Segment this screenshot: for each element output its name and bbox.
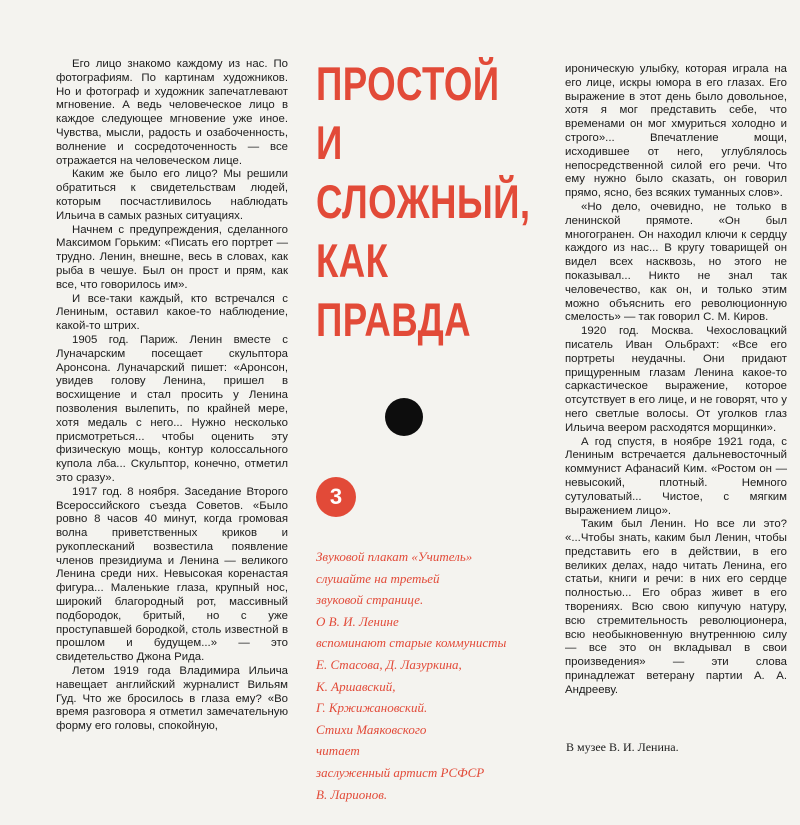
paragraph: А год спустя, в ноябре 1921 года, с Лениным встречается дальневосточный коммунист Афанасий Ким. «Ростом он — невысокий, плотный. Немного сутуловатый... Чистое, с мягким выражением лицо». bbox=[565, 435, 787, 517]
title-line: ПРОСТОЙ bbox=[316, 57, 500, 110]
credits-line: В. Ларионов. bbox=[316, 786, 388, 802]
page-number-badge: 3 bbox=[316, 477, 356, 517]
title-line: КАК bbox=[316, 234, 389, 287]
record-spindle-hole bbox=[385, 398, 423, 436]
paragraph: 1917 год. 8 ноября. Заседание Второго Всероссийского съезда Советов. «Было ровно 8 часов 40 минут, когда громовая волна приветственных криков и рукоплесканий возвестила появление членов президиума и Ленина — великого Ленина среди них. Невысокая коренастая фигура... Маленькие глаза, крупный нос, широкий благородный рот, массивный подбородок, бритый, но с уже проступавшей бородкой, столь известной в прошлом и будущем...» — это свидетельство Джона Рида. bbox=[56, 485, 288, 664]
title-line: СЛОЖНЫЙ, bbox=[316, 175, 531, 228]
credits-line: Е. Стасова, Д. Лазуркина, bbox=[316, 656, 462, 672]
paragraph: Начнем с предупреждения, сделанного Максимом Горьким: «Писать его портрет — трудно. Ленин, внешне, весь в словах, как рыба в чешуе. Был он прост и прям, как все, что говорилось им». bbox=[56, 223, 288, 291]
paragraph: «Но дело, очевидно, не только в ленинской прямоте. «Он был многогранен. Он находил ключи к сердцу каждого из нас... В кругу товарищей он видел всех насквозь, но этого не показывал... Никто не знал так человечество, как он, и только этим можно объяснить его революционную смелость» — так говорил С. М. Киров. bbox=[565, 200, 787, 324]
paragraph: Таким был Ленин. Но все ли это? «...Чтобы знать, каким был Ленин, чтобы представить его в действии, в его великих делах, надо читать Ленина, его статьи, книги и речи: в них его сердце полностью... Его образ живет в его творениях. Всю свою кипучую натуру, всю стремительность революционера, всю необыкновенную внутреннюю силу — все это он вкладывал в свои произведения» — эти слова принадлежат ветерану партии А. А. Андрееву. bbox=[565, 518, 787, 696]
credits-line: звуковой странице. bbox=[316, 592, 424, 608]
credits-line: читает bbox=[316, 743, 360, 759]
article-left-column bbox=[56, 58, 288, 734]
credits-line: Г. Кржижановский. bbox=[316, 700, 428, 716]
credits-line: К. Аршавский, bbox=[316, 678, 396, 694]
paragraph: И все-таки каждый, кто встречался с Лениным, оставил какое-то наблюдение, какой-то штрих. bbox=[56, 292, 288, 333]
paragraph: ироническую улыбку, которая играла на его лице, искры юмора в его глазах. Его выражение в этот день было довольное, хотя я мог представить себе, что временами он мог хмуриться холодно и строго»... Впечатление мощи, исходившее от него, углублялось непосредственной силой его речи. Что ему нужно было сказать, он говорил прямо, ясно, без всяких туманных слов». bbox=[565, 63, 787, 200]
title-line: ПРАВДА bbox=[316, 293, 471, 346]
sound-poster-credits bbox=[316, 546, 566, 805]
paragraph: Летом 1919 года Владимира Ильича навещает английский журналист Вильям Гуд. Что же бросилось в глаза ему? «Во время разговора я отметил замечательную форму его головы, спокойную, bbox=[56, 665, 288, 733]
credits-line: Звуковой плакат «Учитель» bbox=[316, 549, 473, 564]
paragraph: 1905 год. Париж. Ленин вместе с Луначарским посещает скульптора Аронсона. Луначарский пишет: «Аронсон, увидев голову Ленина, пришел в восхищение и стал просить у Ленина позволения вылепить, по крайней мере, хотя медаль с него... Нужно несколько присмотреться... чтобы оценить эту физическую мощь, контур колоссального купола лба... Скульптор, конечно, отметил это сразу». bbox=[56, 333, 288, 484]
article-title bbox=[316, 54, 531, 349]
article-right-column bbox=[565, 63, 787, 698]
credits-line: О В. И. Ленине bbox=[316, 613, 399, 629]
paragraph: 1920 год. Москва. Чехословацкий писатель Иван Ольбрахт: «Все его портреты неудачны. Они придают прищуренным глазам Ленина какое-то саркастическое выражение, которое отсутствует в его лице, и не говорят, что у него светлые волосы. От уголков глаз Ильича веером расходятся морщинки». bbox=[565, 325, 787, 434]
credits-line: заслуженный артист РСФСР bbox=[316, 764, 485, 780]
credits-line: вспоминают старые коммунисты bbox=[316, 635, 507, 651]
paragraph: Каким же было его лицо? Мы решили обратиться к свидетельствам людей, которым посчастливилось наблюдать Ильича в самых разных ситуациях. bbox=[56, 168, 288, 222]
paragraph: Его лицо знакомо каждому из нас. По фотографиям. По картинам художников. Но и фотограф и художник запечатлевают мгновение. А ведь человеческое лицо в каждое следующее мгновение уже иное. Чувства, мысли, радость и озабоченность, волнение и сосредоточенность — все отражается на человеческом лице. bbox=[56, 58, 288, 167]
credits-line: Стихи Маяковского bbox=[316, 721, 427, 737]
photo-caption: В музее В. И. Ленина. bbox=[566, 740, 679, 754]
credits-line: слушайте на третьей bbox=[316, 570, 440, 586]
title-line: И bbox=[316, 116, 343, 169]
